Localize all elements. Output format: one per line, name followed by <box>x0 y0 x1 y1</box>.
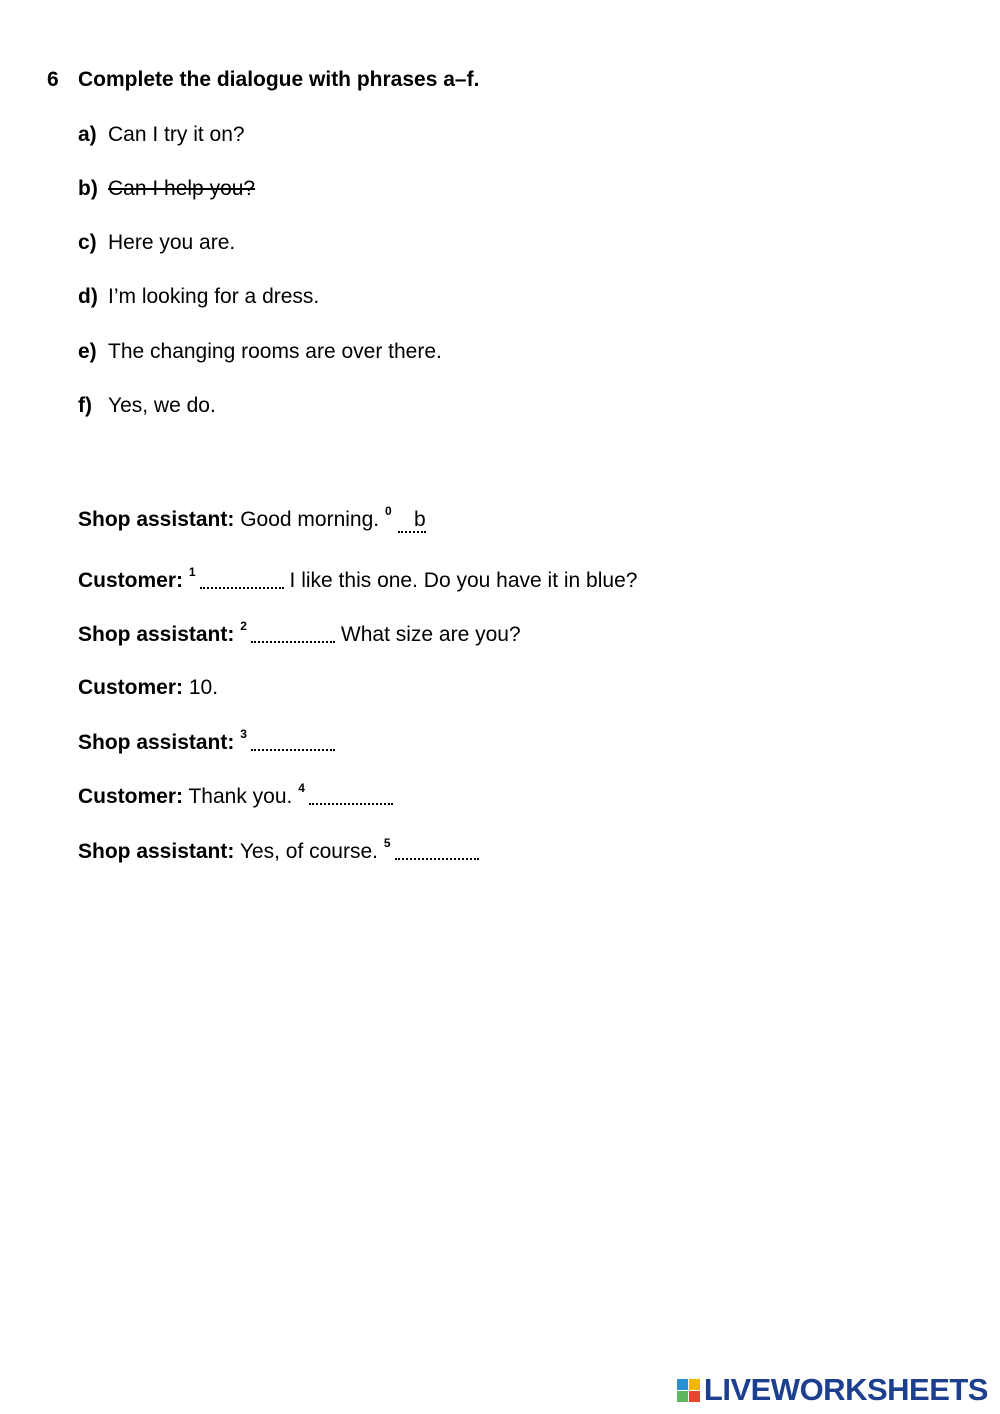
answer-gap-4[interactable] <box>309 785 393 805</box>
speaker-label: Customer: <box>78 569 184 592</box>
option-text: Here you are. <box>108 231 236 254</box>
option-c <box>78 231 235 255</box>
logo-block <box>689 1379 700 1390</box>
exercise-number: 6 <box>47 68 59 91</box>
dialogue-line-6 <box>78 836 485 864</box>
speaker-label: Customer: <box>78 676 184 699</box>
dialogue-line-5 <box>78 781 399 809</box>
logo-text: LIVEWORKSHEETS <box>703 1372 988 1407</box>
option-text: Yes, we do. <box>108 394 216 417</box>
answer-gap-1[interactable] <box>200 569 284 589</box>
option-a <box>78 123 245 147</box>
option-letter: b) <box>78 177 98 200</box>
option-letter: a) <box>78 123 97 146</box>
logo-block <box>689 1391 700 1402</box>
dialogue-line-3 <box>78 676 218 700</box>
option-text-struck: Can I help you? <box>108 177 256 200</box>
line-text: Thank you. <box>188 785 293 808</box>
option-e <box>78 340 442 364</box>
gap-number: 0 <box>384 504 392 518</box>
dialogue-line-2 <box>78 619 521 647</box>
speaker-label: Shop assistant: <box>78 508 235 531</box>
gap-number: 2 <box>240 619 247 633</box>
option-f <box>78 394 216 418</box>
line-text: Yes, of course. <box>239 840 378 863</box>
answer-gap-3[interactable] <box>251 731 335 751</box>
gap-number: 3 <box>240 727 247 741</box>
logo-block <box>677 1391 688 1402</box>
option-letter: f) <box>78 394 92 417</box>
dialogue-line-0 <box>78 504 426 533</box>
logo-blocks-icon <box>677 1379 700 1402</box>
dialogue-line-1 <box>78 565 638 593</box>
line-text: What size are you? <box>340 623 521 646</box>
exercise-title <box>47 68 479 92</box>
speaker-label: Shop assistant: <box>78 840 235 863</box>
option-text: The changing rooms are over there. <box>108 340 442 363</box>
option-letter: e) <box>78 340 97 363</box>
gap-number: 5 <box>383 836 391 850</box>
speaker-label: Shop assistant: <box>78 731 235 754</box>
liveworksheets-logo <box>677 1372 988 1408</box>
speaker-label: Shop assistant: <box>78 623 235 646</box>
option-d <box>78 285 319 309</box>
exercise-instruction: Complete the dialogue with phrases a–f. <box>78 68 480 91</box>
gap-number: 4 <box>298 781 305 795</box>
gap-number: 1 <box>188 565 196 579</box>
answer-gap-2[interactable] <box>251 623 335 643</box>
option-letter: d) <box>78 285 98 308</box>
answer-gap-0: b <box>398 509 426 533</box>
logo-block <box>677 1379 688 1390</box>
line-text: I like this one. Do you have it in blue? <box>289 569 638 592</box>
speaker-label: Customer: <box>78 785 184 808</box>
option-letter: c) <box>78 231 97 254</box>
option-text: Can I try it on? <box>108 123 245 146</box>
answer-gap-5[interactable] <box>395 840 479 860</box>
line-text: 10. <box>188 676 219 699</box>
option-text: I’m looking for a dress. <box>108 285 320 308</box>
option-b <box>78 177 255 201</box>
dialogue-line-4 <box>78 727 341 755</box>
line-text: Good morning. <box>240 508 380 531</box>
